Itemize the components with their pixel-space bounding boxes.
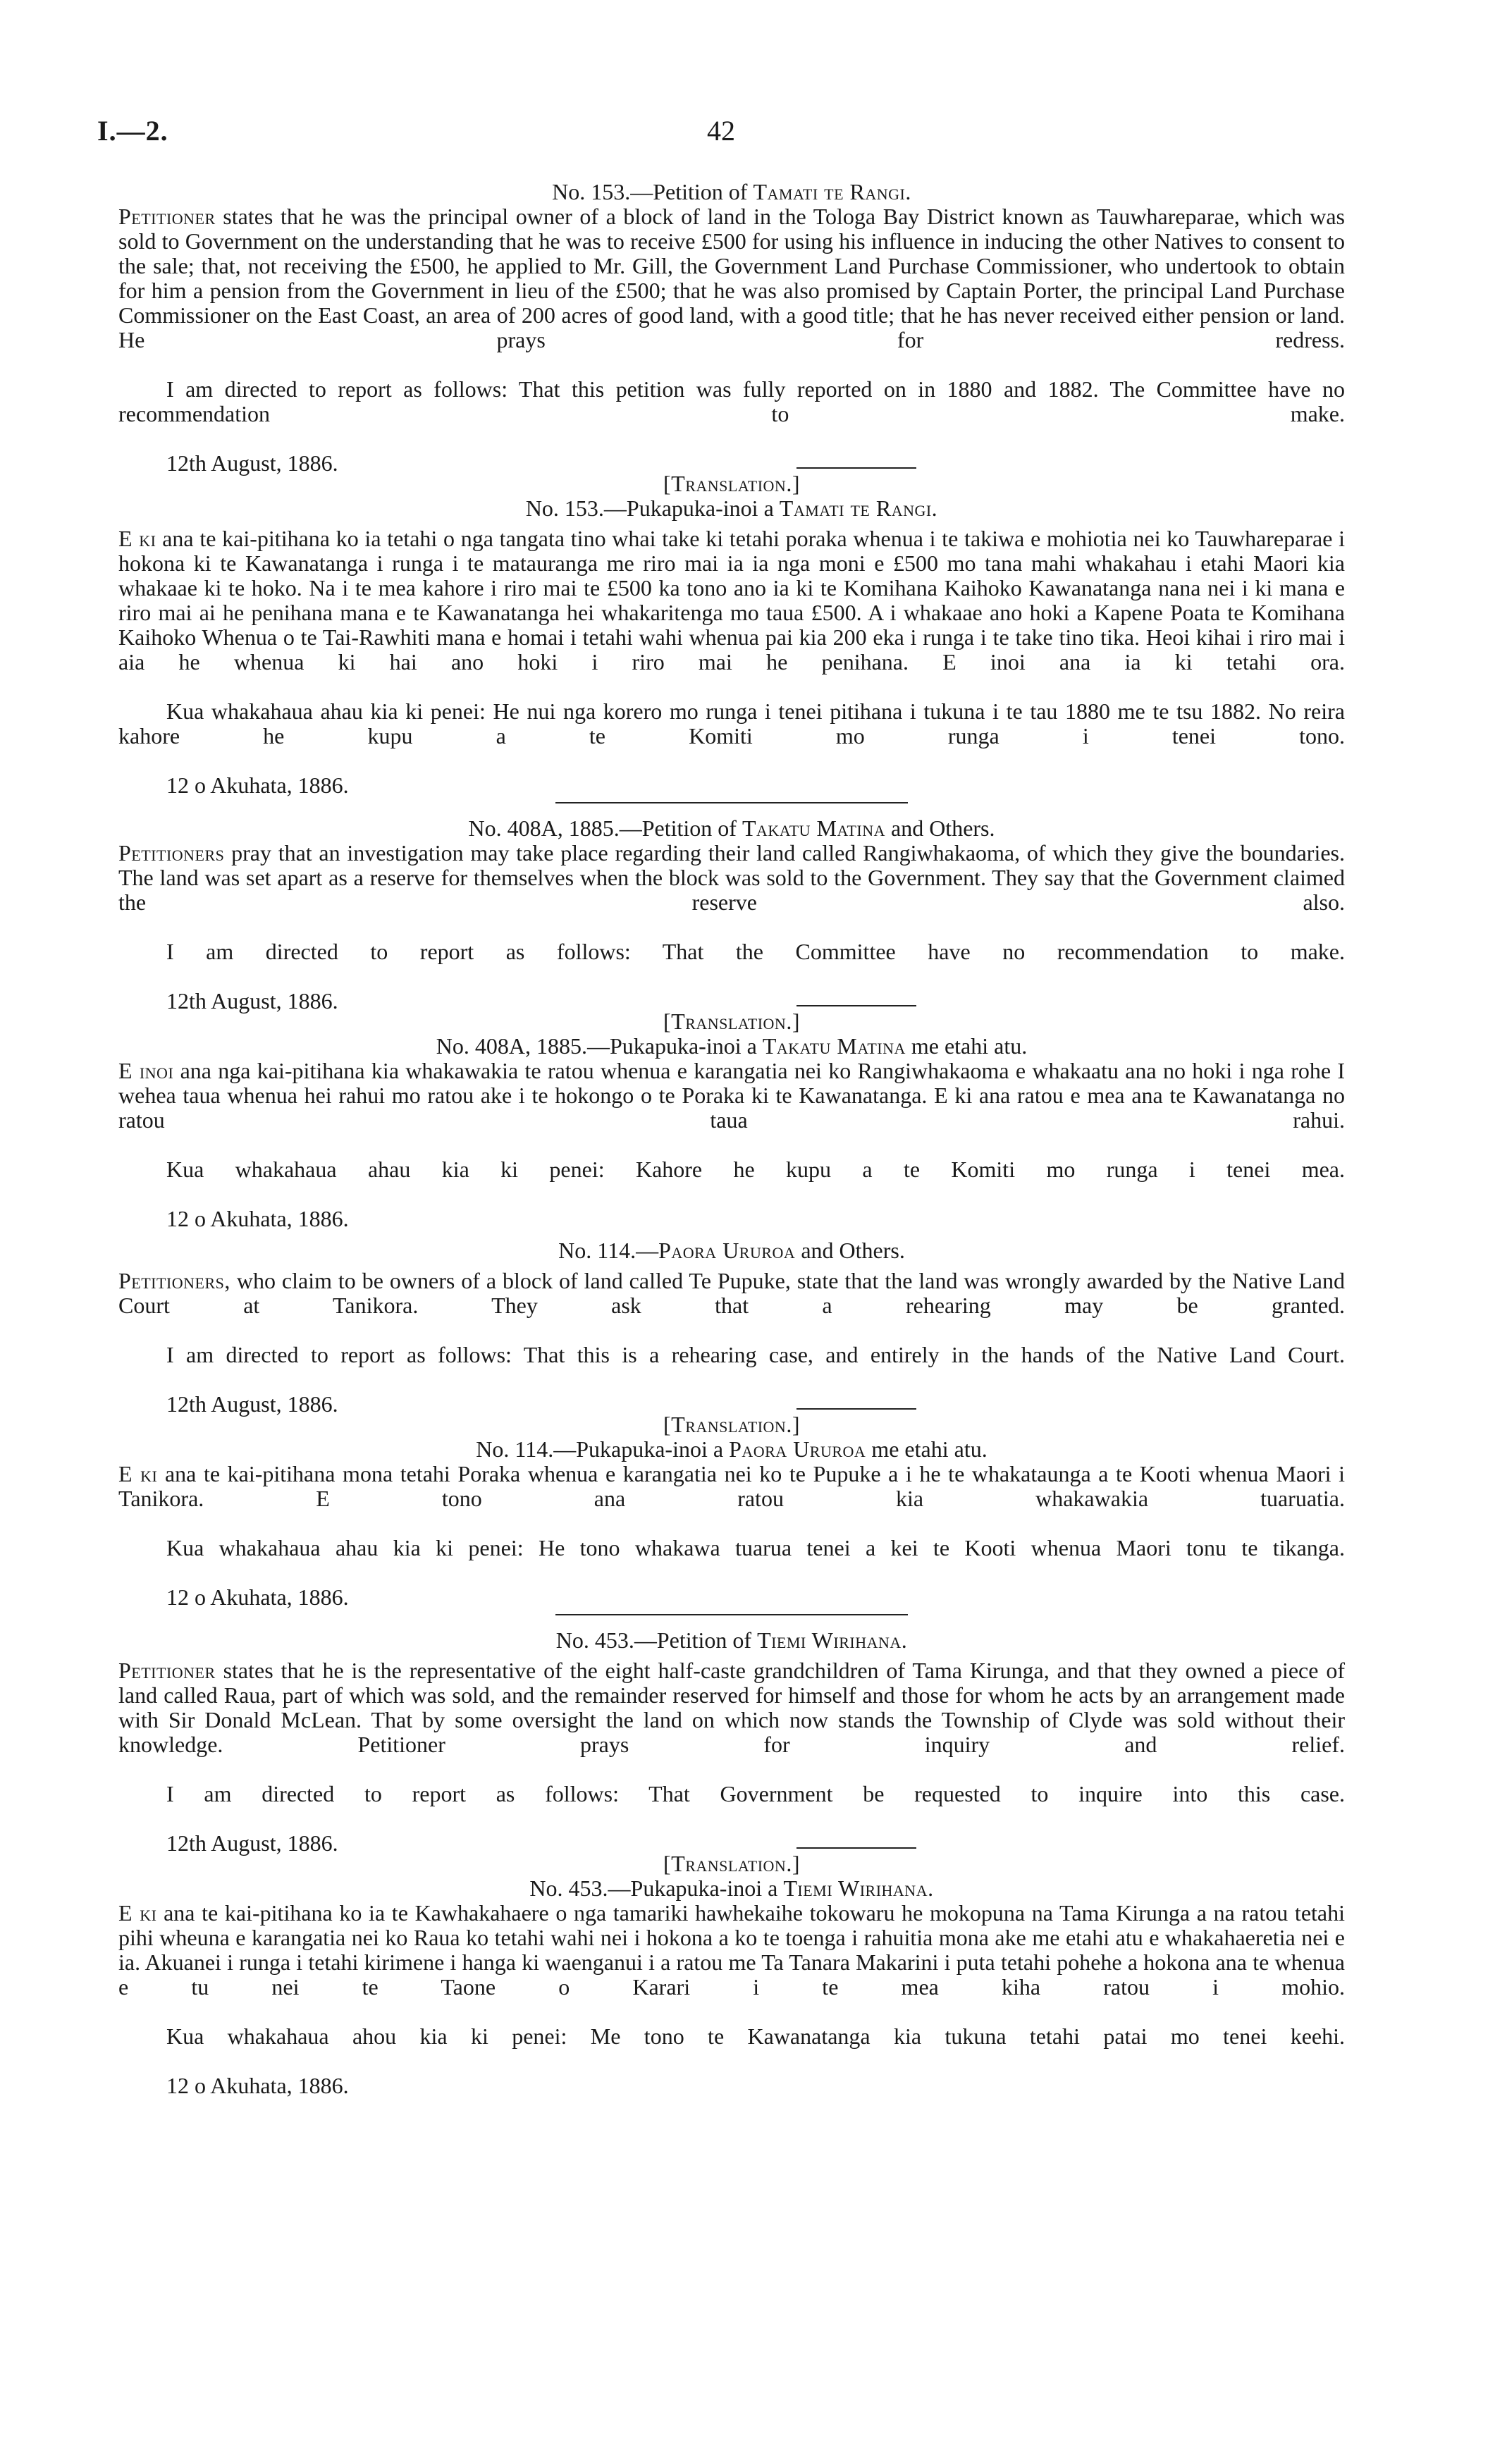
petition-heading: No. 114.—Paora Ururoa and Others. bbox=[558, 1238, 905, 1263]
committee-report: I am directed to report as follows: That Government be requested to inquire into this case. bbox=[166, 1781, 1345, 1806]
translation-heading: No. 453.—Pukapuka-inoi a Tiemi Wirihana. bbox=[529, 1875, 934, 1901]
translation-date: 12 o Akuhata, 1886. bbox=[166, 1206, 349, 1231]
translation-heading: No. 114.—Pukapuka-inoi a Paora Ururoa me etahi atu. bbox=[476, 1436, 988, 1462]
committee-report: I am directed to report as follows: That this is a rehearing case, and entirely in the hands of the Native Land Court. bbox=[166, 1342, 1345, 1367]
petition-114 bbox=[118, 1238, 1345, 1615]
petition-153 bbox=[118, 180, 1345, 803]
translation-label: [Translation.] bbox=[663, 471, 800, 496]
translation-heading: No. 408A, 1885.—Pukapuka-inoi a Takatu Matina me etahi atu. bbox=[436, 1033, 1028, 1059]
section-divider bbox=[555, 1614, 908, 1615]
petition-body: Petitioner states that he is the representative of the eight half-caste grandchildren of Tama Kirunga, and that they owned a piece of land called Raua, part of which was sold, and the remainder reserved for himself and those for whom he acts by an arrangement made with Sir Donald McLean. That by some oversight the land on which now stands the Township of Clyde was sold without their knowledge. Petitioner prays for inquiry and relief. bbox=[118, 1658, 1346, 1757]
translation-label: [Translation.] bbox=[663, 1851, 800, 1876]
petition-heading: No. 453.—Petition of Tiemi Wirihana. bbox=[555, 1627, 908, 1653]
translation-report: Kua whakahaua ahou kia ki penei: Me tono te Kawanatanga kia tukuna tetahi patai mo tenei keehi. bbox=[166, 2023, 1345, 2049]
petition-453 bbox=[118, 1628, 1345, 2098]
report-date: 12th August, 1886. bbox=[166, 1830, 338, 1856]
petition-body: Petitioners, who claim to be owners of a block of land called Te Pupuke, state that the land was wrongly awarded by the Native Land Court at Tanikora. They ask that a rehearing may be granted. bbox=[118, 1268, 1346, 1318]
translation-date: 12 o Akuhata, 1886. bbox=[166, 772, 349, 798]
divider bbox=[796, 467, 916, 469]
petition-body: Petitioner states that he was the principal owner of a block of land in the Tologa Bay District known as Tauwhareparae, which was sold to Government on the understanding that he was to receive £500 for using his influence in inducing the other Natives to consent to the sale; that, not receiving the £500, he applied to Mr. Gill, the Government Land Purchase Commissioner, who undertook to obtain for him a pension from the Government in lieu of the £500; that he was also promised by Captain Porter, the principal Land Purchase Commissioner on the East Coast, an area of 200 acres of good land, with a good title; that he has never received either pension or land. He prays for redress. bbox=[118, 204, 1346, 352]
report-date: 12th August, 1886. bbox=[166, 1391, 338, 1417]
page-number: 42 bbox=[707, 115, 735, 147]
committee-report: I am directed to report as follows: That the Committee have no recommendation to make. bbox=[166, 939, 1345, 964]
translation-label: [Translation.] bbox=[663, 1009, 800, 1034]
petition-408a bbox=[118, 816, 1345, 1238]
divider bbox=[796, 1005, 916, 1006]
section-divider bbox=[555, 802, 908, 803]
divider bbox=[796, 1408, 916, 1410]
translation-date: 12 o Akuhata, 1886. bbox=[166, 1584, 349, 1610]
petition-heading: No. 153.—Petition of Tamati te Rangi. bbox=[552, 179, 911, 204]
petitions-content bbox=[118, 180, 1345, 2098]
translation-heading: No. 153.—Pukapuka-inoi a Tamati te Rangi. bbox=[525, 495, 938, 521]
translation-body: E ki ana te kai-pitihana ko ia tetahi o nga tangata tino whai take ki tetahi poraka whenua i te takiwa e mohiotia nei ko Tauwhareparae i hokona ki te Kawanatanga i runga i te matauranga me riro mai ia ia nga moni e £500 mo tana mahi whakahau i etahi Maori kia whakaae ki te hoko. Na i te mea kahore i riro mai te £500 ka tono ano ia ki te Komihana Kaihoko Kawanatanga nana nei i ki mana e riro mai ai he penihana mana e te Kawanatanga hei whakaritenga mo taua £500. A i whakaae ano hoki a Kapene Poata te Komihana Kaihoko Whenua o te Tai-Rawhiti mana e homai i tetahi wahi whenua pai kia 200 eka i runga i te take tino tika. Heoi kihai i riro mai i aia he whenua ki hai ano hoki i riro mai he penihana. E inoi ana ia ki tetahi ora. bbox=[118, 526, 1346, 674]
petition-body: Petitioners pray that an investigation may take place regarding their land called Rangiwhakaoma, of which they give the boundaries. The land was set apart as a reserve for themselves when the block was sold to the Government. They say that the Government claimed the reserve also. bbox=[118, 840, 1346, 915]
petition-heading: No. 408A, 1885.—Petition of Takatu Matina and Others. bbox=[468, 815, 995, 841]
report-date: 12th August, 1886. bbox=[166, 450, 338, 476]
translation-report: Kua whakahaua ahau kia ki penei: He nui nga korero mo runga i tenei pitihana i tukuna i te tau 1880 me te tsu 1882. No reira kahore he kupu a te Komiti mo runga i tenei tono. bbox=[118, 698, 1345, 749]
page-identifier: I.—2. bbox=[97, 115, 168, 147]
translation-report: Kua whakahaua ahau kia ki penei: He tono whakawa tuarua tenei a kei te Kooti whenua Maori tonu te tikanga. bbox=[166, 1535, 1345, 1560]
translation-body: E ki ana te kai-pitihana ko ia te Kawhakahaere o nga tamariki hawhekaihe tokowaru he mokopuna na Tama Kirunga a na ratou tetahi pihi wheuna e karangatia nei ko Raua ko tetahi wahi nei i hokona a ko te toenga i rahuitia mona ake me etahi atu e whakahaeretia nei e ia. Akuanei i runga i tetahi kirimene i hanga ki waenganui i a ratou me Ta Tanara Makarini i puta tetahi pohehe a hokona ana te whenua e tu nei te Taone o Karari i te mea kiha ratou i mohio. bbox=[118, 1900, 1346, 2000]
divider bbox=[796, 1847, 916, 1849]
report-date: 12th August, 1886. bbox=[166, 988, 338, 1014]
translation-label: [Translation.] bbox=[663, 1412, 800, 1437]
translation-body: E ki ana te kai-pitihana mona tetahi Poraka whenua e karangatia nei ko te Pupuke a i he te whakataunga a te Kooti whenua Maori i Tanikora. E tono ana ratou kia whakawakia tuaruatia. bbox=[118, 1461, 1346, 1511]
committee-report: I am directed to report as follows: That this petition was fully reported on in 1880 and 1882. The Committee have no recommendation to make. bbox=[118, 376, 1345, 426]
translation-body: E inoi ana nga kai-pitihana kia whakawakia te ratou whenua e karangatia nei ko Rangiwhakaoma e whakaatu ana no hoki i nga rohe I wehea taua whenua hei rahui mo ratou ake i te hokongo o te Poraka ki te Kawanatanga. E ki ana ratou e mea ana te Kawanatanga no ratou taua rahui. bbox=[118, 1058, 1346, 1133]
translation-report: Kua whakahaua ahau kia ki penei: Kahore he kupu a te Komiti mo runga i tenei mea. bbox=[166, 1157, 1345, 1182]
translation-date: 12 o Akuhata, 1886. bbox=[166, 2073, 349, 2098]
